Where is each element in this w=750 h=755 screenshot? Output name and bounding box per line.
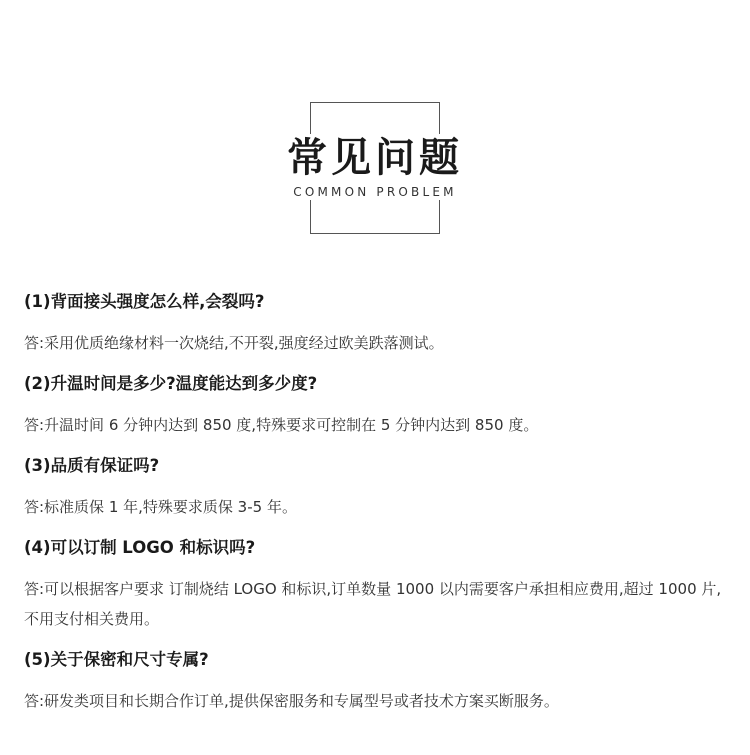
faq-list — [24, 290, 724, 716]
faq-item — [24, 454, 724, 522]
faq-answer: 答:研发类项目和长期合作订单,提供保密服务和专属型号或者技术方案买断服务。 — [24, 692, 559, 710]
faq-question: (2)升温时间是多少?温度能达到多少度? — [24, 374, 318, 393]
faq-item — [24, 648, 724, 716]
page-subtitle: COMMON PROBLEM — [230, 184, 520, 200]
faq-answer: 答:升温时间 6 分钟内达到 850 度,特殊要求可控制在 5 分钟内达到 850 度。 — [24, 416, 539, 434]
faq-item — [24, 536, 724, 634]
faq-item — [24, 372, 724, 440]
faq-question: (3)品质有保证吗? — [24, 456, 160, 475]
faq-question: (1)背面接头强度怎么样,会裂吗? — [24, 292, 265, 311]
faq-answer: 答:可以根据客户要求 订制烧结 LOGO 和标识,订单数量 1000 以内需要客户承担相应费用,超过 1000 片,不用支付相关费用。 — [24, 580, 722, 628]
faq-answer: 答:采用优质绝缘材料一次烧结,不开裂,强度经过欧美跌落测试。 — [24, 334, 444, 352]
title-frame-bottom-bracket — [310, 194, 440, 234]
faq-item — [24, 290, 724, 358]
faq-question: (4)可以订制 LOGO 和标识吗? — [24, 538, 256, 557]
page-title: 常见问题 — [220, 134, 530, 182]
faq-answer: 答:标准质保 1 年,特殊要求质保 3-5 年。 — [24, 498, 297, 516]
faq-question: (5)关于保密和尺寸专属? — [24, 650, 209, 669]
